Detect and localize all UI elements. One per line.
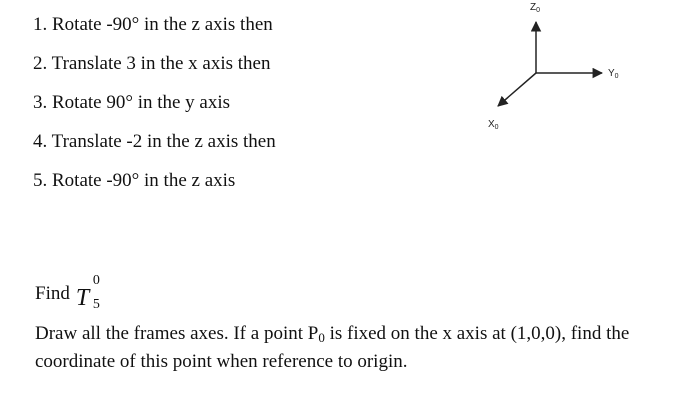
question-part-2: is fixed on the x axis at (1,0,0), find the coordinate of this point when reference to origin. <box>35 323 630 372</box>
rotation-steps-list <box>33 14 276 192</box>
x-axis-arrow <box>498 73 536 106</box>
y-axis-label: $Y_0$ <box>608 68 619 80</box>
step-2: 2. Translate 3 in the x axis then <box>33 53 271 74</box>
transform-symbol <box>76 272 110 312</box>
coordinate-frame-diagram <box>470 0 640 140</box>
question-paragraph <box>35 322 695 374</box>
step-1: 1. Rotate -90° in the z axis then <box>33 14 273 35</box>
transform-symbol-subscript: 5 <box>92 297 100 312</box>
transform-symbol-superscript: 0 <box>92 273 100 288</box>
x-axis-label: $X_0$ <box>488 119 499 131</box>
point-subscript: 0 <box>318 330 325 345</box>
transform-symbol-base: T <box>75 285 90 311</box>
step-5: 5. Rotate -90° in the z axis <box>33 170 236 191</box>
step-3: 3. Rotate 90° in the y axis <box>33 92 231 113</box>
question-part-1: Draw all the frames axes. If a point P <box>35 323 319 344</box>
find-statement <box>35 272 110 312</box>
find-label: Find <box>35 283 70 304</box>
z-axis-label: $Z_0$ <box>530 2 541 14</box>
step-4: 4. Translate -2 in the z axis then <box>33 131 276 152</box>
